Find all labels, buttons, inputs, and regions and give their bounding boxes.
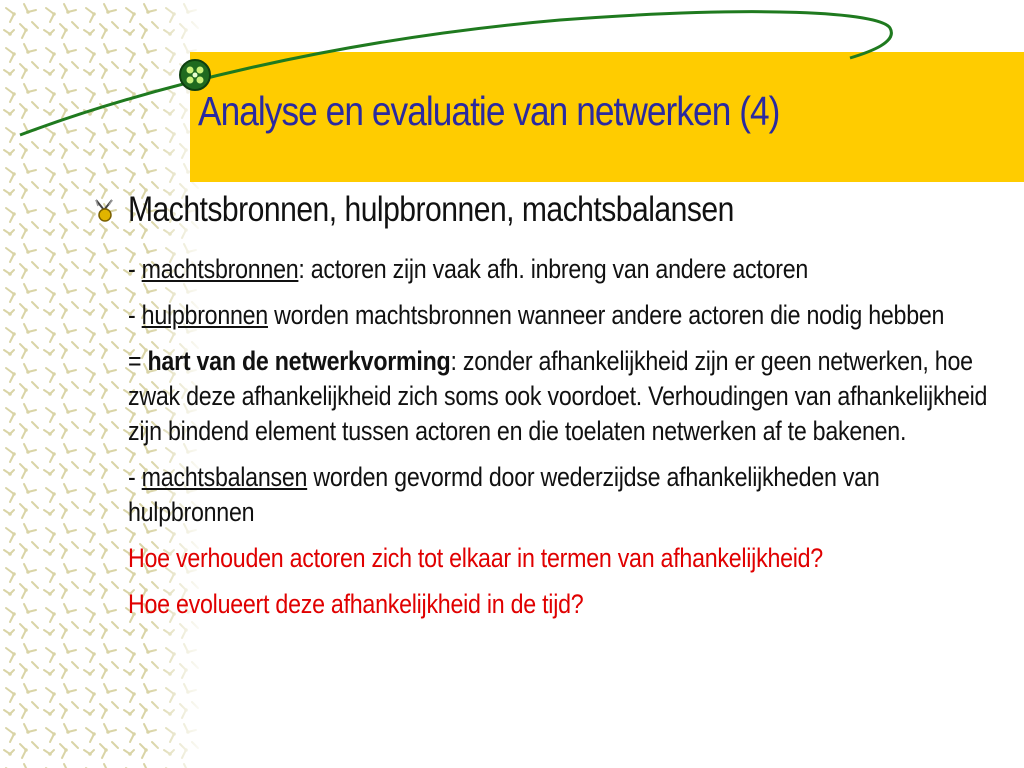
definition: : zonder afhankelijkheid zijn er geen netwerken, hoe zwak deze afhankelijkheid zich soms ook voordoet. Verhoudingen van afhankelijkheid zijn bindend element tussen actoren en die toelaten netwerken af te bakenen. bbox=[128, 346, 988, 446]
definition: worden machtsbronnen wanneer andere actoren die nodig hebben bbox=[267, 300, 945, 330]
paragraph-machtsbronnen bbox=[128, 252, 1005, 287]
slide-body bbox=[128, 252, 1005, 633]
definition: : actoren zijn vaak afh. inbreng van andere actoren bbox=[298, 254, 809, 284]
slide-title: Analyse en evaluatie van netwerken (4) bbox=[198, 88, 780, 134]
prefix: - bbox=[128, 254, 142, 284]
bullet-icon bbox=[90, 196, 120, 226]
definition: worden gevormd door wederzijdse afhankelijkheden van hulpbronnen bbox=[128, 462, 880, 527]
term-machtsbalansen: machtsbalansen bbox=[141, 462, 308, 492]
prefix: = bbox=[128, 346, 148, 376]
paragraph-machtsbalansen bbox=[128, 460, 1005, 530]
term-netwerkvorming: hart van de netwerkvorming bbox=[147, 346, 451, 376]
bullet-heading: Machtsbronnen, hulpbronnen, machtsbalansen bbox=[128, 190, 734, 229]
paragraph-netwerkvorming bbox=[128, 344, 1005, 449]
paragraph-hulpbronnen bbox=[128, 298, 1005, 333]
term-hulpbronnen: hulpbronnen bbox=[141, 300, 268, 330]
green-dot-icon bbox=[180, 60, 210, 90]
term-machtsbronnen: machtsbronnen bbox=[141, 254, 299, 284]
prefix: - bbox=[128, 462, 142, 492]
question-1: Hoe verhouden actoren zich tot elkaar in termen van afhankelijkheid? bbox=[128, 543, 823, 573]
question-2: Hoe evolueert deze afhankelijkheid in de tijd? bbox=[128, 589, 584, 619]
prefix: - bbox=[128, 300, 142, 330]
